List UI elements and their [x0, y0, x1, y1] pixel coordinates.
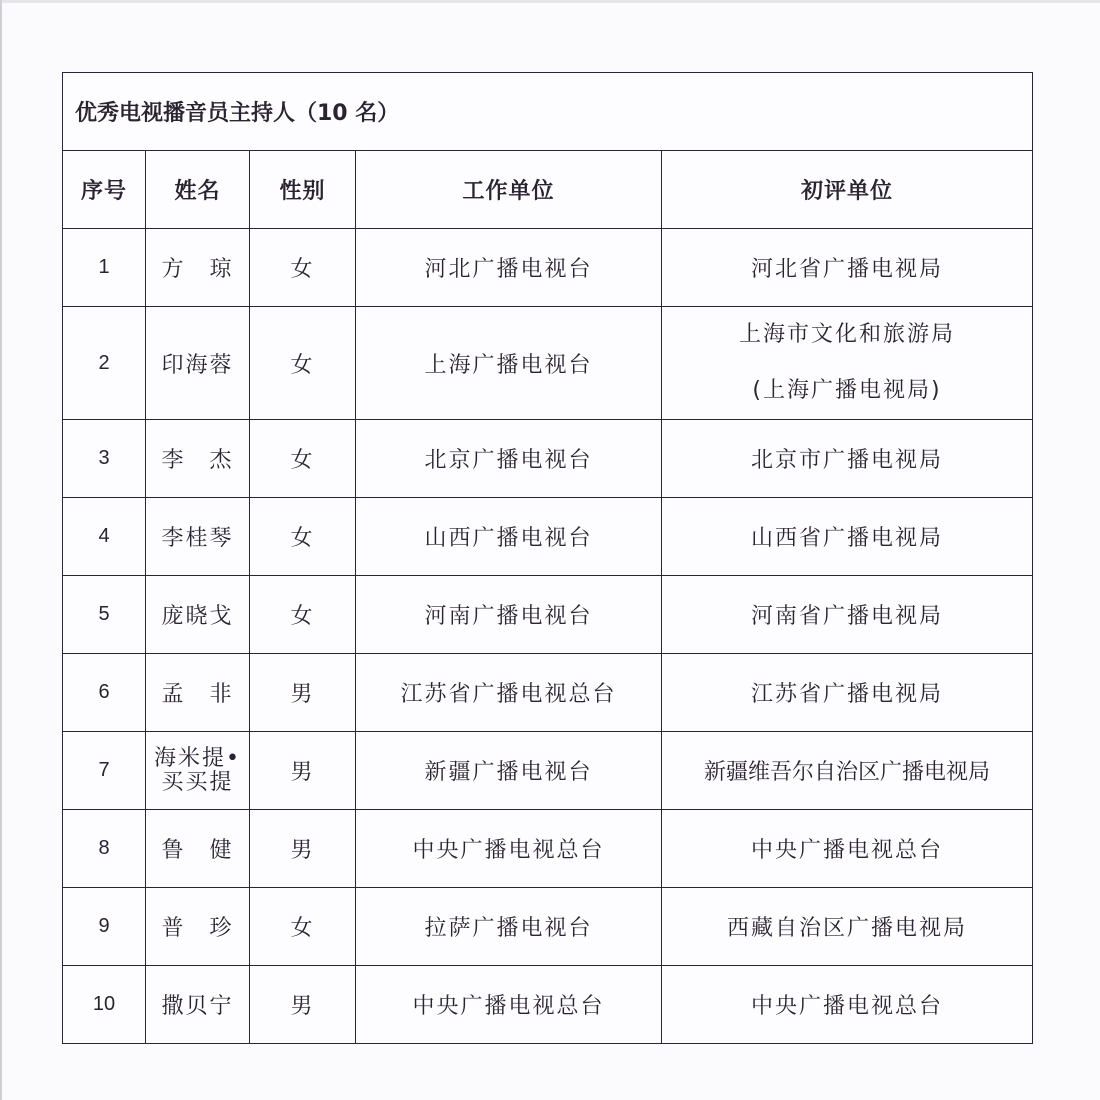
cell-name: 李桂琴	[146, 498, 250, 576]
cell-name: 鲁 健	[146, 810, 250, 888]
table-header-row	[63, 151, 1033, 229]
table-row	[63, 498, 1033, 576]
col-header-name: 姓名	[146, 151, 250, 229]
cell-seq: 7	[63, 732, 146, 810]
cell-gender: 男	[250, 810, 356, 888]
cell-work-unit: 河南广播电视台	[356, 576, 662, 654]
table-row	[63, 966, 1033, 1044]
col-header-review-unit: 初评单位	[662, 151, 1033, 229]
frame-top-border	[0, 0, 1100, 3]
review-unit-line-1: 上海市文化和旅游局	[739, 322, 956, 347]
cell-name	[146, 732, 250, 810]
cell-review-unit: 中央广播电视总台	[662, 966, 1033, 1044]
cell-work-unit: 山西广播电视台	[356, 498, 662, 576]
cell-work-unit: 拉萨广播电视台	[356, 888, 662, 966]
col-header-gender: 性别	[250, 151, 356, 229]
cell-name: 庞晓戈	[146, 576, 250, 654]
table-row	[63, 307, 1033, 420]
cell-review-unit: 新疆维吾尔自治区广播电视局	[662, 732, 1033, 810]
cell-name: 普 珍	[146, 888, 250, 966]
col-header-work-unit: 工作单位	[356, 151, 662, 229]
table-row	[63, 654, 1033, 732]
cell-name: 印海蓉	[146, 307, 250, 420]
cell-review-unit	[662, 307, 1033, 420]
cell-review-unit: 西藏自治区广播电视局	[662, 888, 1033, 966]
cell-seq: 9	[63, 888, 146, 966]
cell-name: 李 杰	[146, 420, 250, 498]
table-row	[63, 888, 1033, 966]
cell-seq: 1	[63, 229, 146, 307]
name-line-1: 海米提•	[154, 745, 241, 771]
cell-review-unit: 北京市广播电视局	[662, 420, 1033, 498]
cell-seq: 8	[63, 810, 146, 888]
cell-gender: 女	[250, 307, 356, 420]
review-unit-line-2: (上海广播电视局)	[752, 378, 942, 403]
cell-name: 撒贝宁	[146, 966, 250, 1044]
cell-gender: 女	[250, 229, 356, 307]
cell-seq: 2	[63, 307, 146, 420]
table-row	[63, 420, 1033, 498]
table-row	[63, 810, 1033, 888]
cell-work-unit: 中央广播电视总台	[356, 810, 662, 888]
cell-seq: 5	[63, 576, 146, 654]
cell-seq: 10	[63, 966, 146, 1044]
table-title: 优秀电视播音员主持人（10 名）	[63, 73, 1033, 151]
cell-name: 孟 非	[146, 654, 250, 732]
cell-gender: 女	[250, 420, 356, 498]
cell-seq: 3	[63, 420, 146, 498]
frame-left-border	[0, 0, 2, 1100]
table-row	[63, 229, 1033, 307]
cell-review-unit: 中央广播电视总台	[662, 810, 1033, 888]
table-row	[63, 732, 1033, 810]
honoree-table	[62, 72, 1033, 1044]
cell-review-unit: 河北省广播电视局	[662, 229, 1033, 307]
cell-gender: 男	[250, 732, 356, 810]
cell-name: 方 琼	[146, 229, 250, 307]
cell-seq: 6	[63, 654, 146, 732]
cell-gender: 女	[250, 498, 356, 576]
cell-review-unit: 江苏省广播电视局	[662, 654, 1033, 732]
table-title-row	[63, 73, 1033, 151]
cell-work-unit: 河北广播电视台	[356, 229, 662, 307]
cell-review-unit: 河南省广播电视局	[662, 576, 1033, 654]
table-row	[63, 576, 1033, 654]
cell-gender: 男	[250, 654, 356, 732]
cell-work-unit: 中央广播电视总台	[356, 966, 662, 1044]
cell-work-unit: 江苏省广播电视总台	[356, 654, 662, 732]
cell-gender: 男	[250, 966, 356, 1044]
cell-gender: 女	[250, 888, 356, 966]
cell-work-unit: 北京广播电视台	[356, 420, 662, 498]
col-header-seq: 序号	[63, 151, 146, 229]
cell-gender: 女	[250, 576, 356, 654]
cell-work-unit: 新疆广播电视台	[356, 732, 662, 810]
name-line-2: 买买提	[161, 769, 234, 795]
cell-seq: 4	[63, 498, 146, 576]
cell-work-unit: 上海广播电视台	[356, 307, 662, 420]
cell-review-unit: 山西省广播电视局	[662, 498, 1033, 576]
